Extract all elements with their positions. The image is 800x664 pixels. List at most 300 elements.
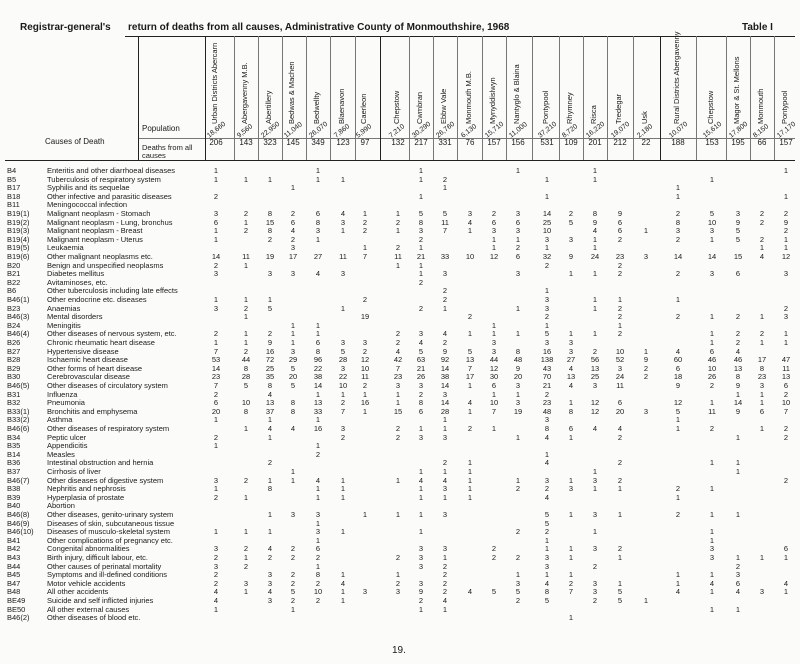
death-count-cell: 1 xyxy=(213,338,219,347)
death-count-cell: 1 xyxy=(213,604,219,614)
death-count-cell: 1 xyxy=(709,587,715,597)
death-count-cell: 12 xyxy=(489,363,499,373)
death-count-cell: 1 xyxy=(675,415,681,425)
death-count-cell: 1 xyxy=(709,329,715,339)
death-count-cell: 2 xyxy=(395,243,401,253)
column-divider xyxy=(726,36,727,160)
death-count-cell: 11 xyxy=(441,217,449,227)
cause-label: Other tuberculosis including late effects xyxy=(47,286,178,296)
cause-label: Intestinal obstruction and hernia xyxy=(47,458,154,468)
death-count-cell: 2 xyxy=(544,312,550,322)
cause-code: B46(5) xyxy=(7,381,30,390)
death-count-cell: 46 xyxy=(707,355,717,365)
death-count-cell: 5 xyxy=(735,234,741,244)
death-count-cell: 1 xyxy=(783,553,789,562)
area-population: 10,070 xyxy=(668,120,690,140)
death-count-cell: 2 xyxy=(290,570,296,580)
death-count-cell: 3 xyxy=(290,269,296,279)
death-count-cell: 1 xyxy=(213,415,219,425)
area-population: 6,130 xyxy=(460,123,479,140)
death-count-cell: 3 xyxy=(592,381,598,390)
death-count-cell: 1 xyxy=(340,389,346,399)
death-count-cell: 3 xyxy=(442,389,448,399)
death-count-cell: 2 xyxy=(243,544,249,554)
area-name: Chepstow xyxy=(706,90,715,124)
death-count-cell: 13 xyxy=(781,372,791,382)
death-count-cell: 8 xyxy=(267,226,273,236)
death-count-cell: 1 xyxy=(643,596,649,605)
death-count-cell: 1 xyxy=(783,587,789,597)
death-count-cell: 1 xyxy=(467,492,473,502)
death-count-cell: 23 xyxy=(615,252,625,261)
area-column-header xyxy=(263,36,277,124)
death-count-cell: 2 xyxy=(395,432,401,442)
area-total-deaths: 97 xyxy=(360,138,370,147)
death-count-cell: 4 xyxy=(267,587,273,597)
death-count-cell: 2 xyxy=(568,209,574,218)
area-column-header xyxy=(438,36,452,124)
death-count-cell: 1 xyxy=(395,209,401,218)
death-count-cell: 1 xyxy=(675,492,681,502)
death-count-cell: 33 xyxy=(440,252,450,261)
area-total-deaths: 66 xyxy=(757,138,767,147)
death-count-cell: 9 xyxy=(442,346,448,356)
death-count-cell: 3 xyxy=(709,553,715,562)
death-count-cell: 2 xyxy=(213,492,219,502)
death-count-cell: 1 xyxy=(442,553,448,562)
cause-label: Diseases of skin, subcutaneous tissue xyxy=(47,518,175,528)
area-total-deaths: 109 xyxy=(564,138,578,147)
death-count-cell: 2 xyxy=(592,346,598,356)
death-count-cell: 2 xyxy=(759,217,765,227)
death-count-cell: 1 xyxy=(315,234,321,244)
cause-code: B45 xyxy=(7,570,21,580)
death-count-cell: 1 xyxy=(617,295,623,304)
cause-code: BE50 xyxy=(7,604,26,614)
registrar-label: Registrar-general's xyxy=(20,22,111,33)
death-count-cell: 1 xyxy=(759,243,765,253)
area-column-header xyxy=(414,36,428,124)
death-count-cell: 1 xyxy=(315,441,321,451)
death-count-cell: 1 xyxy=(243,329,249,339)
death-count-cell: 3 xyxy=(735,570,741,580)
death-count-cell: 1 xyxy=(442,467,448,476)
death-count-cell: 6 xyxy=(315,209,321,218)
death-count-cell: 3 xyxy=(709,544,715,554)
death-count-cell: 1 xyxy=(544,544,550,554)
death-count-cell: 32 xyxy=(542,252,552,261)
death-count-cell: 7 xyxy=(442,226,448,236)
area-total-deaths: 206 xyxy=(209,138,223,147)
death-count-cell: 3 xyxy=(442,544,448,554)
death-count-cell: 8 xyxy=(315,346,321,356)
death-count-cell: 1 xyxy=(315,535,321,545)
death-count-cell: 6 xyxy=(759,406,765,416)
death-count-cell: 1 xyxy=(315,174,321,184)
area-column-header xyxy=(463,36,477,124)
death-count-cell: 6 xyxy=(213,217,219,227)
death-count-cell: 16 xyxy=(360,398,370,408)
area-total-deaths: 217 xyxy=(414,138,428,147)
death-count-cell: 1 xyxy=(442,415,448,425)
cause-code: B19(4) xyxy=(7,234,30,244)
death-count-cell: 4 xyxy=(442,596,448,605)
death-count-cell: 2 xyxy=(515,243,521,253)
death-count-cell: 3 xyxy=(643,252,649,261)
area-column-header xyxy=(639,36,653,124)
death-count-cell: 2 xyxy=(617,312,623,322)
cause-code: B33(1) xyxy=(7,406,30,416)
area-name: Tredegar xyxy=(614,93,623,124)
death-count-cell: 2 xyxy=(783,303,789,313)
death-count-cell: 3 xyxy=(491,226,497,236)
cause-code: B22 xyxy=(7,277,21,287)
death-count-cell: 7 xyxy=(783,406,789,416)
death-count-cell: 1 xyxy=(213,234,219,244)
death-count-cell: 1 xyxy=(362,209,368,218)
death-count-cell: 1 xyxy=(418,166,424,175)
death-count-cell: 2 xyxy=(735,338,741,347)
cause-code: B33(2) xyxy=(7,415,30,425)
death-count-cell: 1 xyxy=(340,174,346,184)
death-count-cell: 7 xyxy=(362,252,368,261)
death-count-cell: 2 xyxy=(544,484,550,494)
death-count-cell: 2 xyxy=(395,553,401,562)
cause-label: Other causes of perinatal mortality xyxy=(47,561,162,571)
death-count-cell: 3 xyxy=(290,346,296,356)
area-column-header xyxy=(239,36,253,124)
death-count-cell: 1 xyxy=(783,191,789,201)
death-count-cell: 3 xyxy=(267,570,273,580)
death-count-cell: 1 xyxy=(491,234,497,244)
death-count-cell: 5 xyxy=(544,596,550,605)
death-count-cell: 1 xyxy=(735,432,741,442)
cause-label: Enteritis and other diarrhoeal diseases xyxy=(47,166,175,175)
death-count-cell: 2 xyxy=(290,553,296,562)
death-count-cell: 1 xyxy=(243,553,249,562)
death-count-cell: 1 xyxy=(467,381,473,390)
death-count-cell: 4 xyxy=(617,424,623,433)
death-count-cell: 3 xyxy=(783,312,789,322)
death-count-cell: 2 xyxy=(617,234,623,244)
cause-code: B18 xyxy=(7,191,21,201)
death-count-cell: 2 xyxy=(759,329,765,339)
area-population: 19,070 xyxy=(610,120,632,140)
death-count-cell: 10 xyxy=(707,363,717,373)
death-count-cell: 3 xyxy=(544,553,550,562)
area-column-header xyxy=(564,36,578,124)
death-count-cell: 4 xyxy=(290,424,296,433)
death-count-cell: 3 xyxy=(418,329,424,339)
death-count-cell: 1 xyxy=(362,510,368,519)
death-count-cell: 1 xyxy=(213,441,219,451)
death-count-cell: 1 xyxy=(290,320,296,330)
death-count-cell: 9 xyxy=(735,381,741,390)
column-divider xyxy=(633,36,634,160)
area-population: 17,800 xyxy=(728,120,750,140)
death-count-cell: 63 xyxy=(416,355,426,365)
death-count-cell: 11 xyxy=(339,252,347,261)
area-population: 2,180 xyxy=(636,123,655,140)
death-count-cell: 2 xyxy=(418,303,424,313)
death-count-cell: 1 xyxy=(515,570,521,580)
death-count-cell: 1 xyxy=(442,424,448,433)
death-count-cell: 2 xyxy=(442,338,448,347)
death-count-cell: 8 xyxy=(267,381,273,390)
area-name: Usk xyxy=(640,111,649,124)
death-count-cell: 6 xyxy=(735,269,741,279)
area-population: 11,040 xyxy=(283,121,304,140)
death-count-cell: 2 xyxy=(418,277,424,287)
cause-code: B46(4) xyxy=(7,329,30,339)
column-divider xyxy=(506,36,507,160)
death-count-cell: 8 xyxy=(290,398,296,408)
death-count-cell: 28 xyxy=(440,406,450,416)
death-count-cell: 2 xyxy=(340,398,346,408)
death-count-cell: 23 xyxy=(393,372,403,382)
death-count-cell: 2 xyxy=(315,578,321,588)
death-count-cell: 4 xyxy=(544,432,550,442)
death-count-cell: 2 xyxy=(709,381,715,390)
death-count-cell: 1 xyxy=(544,320,550,330)
death-count-cell: 53 xyxy=(211,355,221,365)
area-population: 15,610 xyxy=(702,120,724,140)
death-count-cell: 14 xyxy=(440,398,450,408)
death-count-cell: 37 xyxy=(265,406,275,416)
cause-code: B19(5) xyxy=(7,243,30,253)
death-count-cell: 3 xyxy=(340,269,346,279)
death-count-cell: 15 xyxy=(733,252,743,261)
death-count-cell: 10 xyxy=(489,398,499,408)
table-title: return of deaths from all causes, Administrative County of Monmouthshire, 1968 xyxy=(128,22,510,33)
death-count-cell: 1 xyxy=(592,303,598,313)
death-count-cell: 5 xyxy=(544,518,550,528)
death-count-cell: 48 xyxy=(513,355,523,365)
death-count-cell: 1 xyxy=(340,484,346,494)
death-count-cell: 2 xyxy=(442,561,448,571)
death-count-cell: 2 xyxy=(315,553,321,562)
column-divider xyxy=(306,36,307,160)
death-count-cell: 48 xyxy=(542,406,552,416)
death-count-cell: 1 xyxy=(315,518,321,528)
cause-label: Other diseases of circulatory system xyxy=(47,381,168,390)
death-count-cell: 12 xyxy=(673,398,683,408)
area-column-header xyxy=(731,36,745,124)
death-count-cell: 3 xyxy=(418,432,424,442)
cause-code: B47 xyxy=(7,578,21,588)
death-count-cell: 1 xyxy=(418,424,424,433)
death-count-cell: 15 xyxy=(393,406,403,416)
death-count-cell: 3 xyxy=(267,269,273,279)
death-count-cell: 1 xyxy=(568,553,574,562)
death-count-cell: 16 xyxy=(542,346,552,356)
area-name: Abergavenny M.B. xyxy=(240,62,249,124)
death-count-cell: 11 xyxy=(361,372,369,382)
death-count-cell: 3 xyxy=(568,338,574,347)
death-count-cell: 1 xyxy=(592,295,598,304)
death-count-cell: 2 xyxy=(491,553,497,562)
death-count-cell: 3 xyxy=(340,363,346,373)
death-count-cell: 3 xyxy=(418,544,424,554)
cause-label: Chronic rheumatic heart disease xyxy=(47,338,155,347)
death-count-cell: 2 xyxy=(675,269,681,279)
death-count-cell: 8 xyxy=(759,363,765,373)
top-rule xyxy=(125,36,795,37)
column-divider xyxy=(330,36,331,160)
death-count-cell: 14 xyxy=(733,398,743,408)
column-divider xyxy=(559,36,560,160)
death-count-cell: 47 xyxy=(781,355,791,365)
death-count-cell: 3 xyxy=(617,363,623,373)
death-count-cell: 1 xyxy=(592,527,598,537)
death-count-cell: 4 xyxy=(340,209,346,218)
cause-label: Other infective and parasitic diseases xyxy=(47,191,172,201)
death-count-cell: 4 xyxy=(568,363,574,373)
death-count-cell: 1 xyxy=(709,174,715,184)
death-count-cell: 1 xyxy=(568,510,574,519)
death-count-cell: 1 xyxy=(544,570,550,580)
death-count-cell: 2 xyxy=(213,389,219,399)
death-count-cell: 2 xyxy=(675,209,681,218)
death-count-cell: 1 xyxy=(783,329,789,339)
death-count-cell: 4 xyxy=(213,596,219,605)
death-count-cell: 1 xyxy=(340,596,346,605)
death-count-cell: 7 xyxy=(213,381,219,390)
death-count-cell: 19 xyxy=(360,312,370,322)
death-count-cell: 1 xyxy=(568,544,574,554)
death-count-cell: 56 xyxy=(590,355,600,365)
death-count-cell: 20 xyxy=(288,372,298,382)
area-population: 26,760 xyxy=(435,120,457,140)
death-count-cell: 27 xyxy=(566,355,576,365)
death-count-cell: 2 xyxy=(759,234,765,244)
death-count-cell: 1 xyxy=(675,183,681,193)
death-count-cell: 3 xyxy=(515,398,521,408)
death-count-cell: 2 xyxy=(290,209,296,218)
death-count-cell: 2 xyxy=(290,596,296,605)
area-name: Monmouth xyxy=(756,88,765,124)
death-count-cell: 38 xyxy=(440,372,450,382)
death-count-cell: 1 xyxy=(442,183,448,193)
death-count-cell: 1 xyxy=(515,329,521,339)
death-count-cell: 15 xyxy=(265,217,275,227)
area-population: 22,950 xyxy=(260,120,282,140)
cause-label: Peptic ulcer xyxy=(47,432,87,442)
death-count-cell: 2 xyxy=(442,587,448,597)
death-count-cell: 5 xyxy=(617,596,623,605)
death-count-cell: 1 xyxy=(675,570,681,580)
death-count-cell: 12 xyxy=(781,252,791,261)
area-total-deaths: 331 xyxy=(438,138,452,147)
death-count-cell: 1 xyxy=(467,406,473,416)
death-count-cell: 3 xyxy=(340,424,346,433)
death-count-cell: 1 xyxy=(442,492,448,502)
cause-code: B26 xyxy=(7,338,21,347)
death-count-cell: 1 xyxy=(315,320,321,330)
death-count-cell: 9 xyxy=(617,209,623,218)
column-divider xyxy=(380,36,381,160)
cause-label: Suicide and self inflicted injuries xyxy=(47,596,154,605)
area-population: 9,560 xyxy=(236,123,255,140)
death-count-cell: 8 xyxy=(515,346,521,356)
death-count-cell: 6 xyxy=(675,363,681,373)
death-count-cell: 5 xyxy=(418,209,424,218)
cause-code: BE49 xyxy=(7,596,26,605)
column-divider xyxy=(355,36,356,160)
death-count-cell: 1 xyxy=(735,553,741,562)
cause-code: B24 xyxy=(7,320,21,330)
death-count-cell: 1 xyxy=(243,295,249,304)
death-count-cell: 3 xyxy=(442,510,448,519)
death-count-cell: 4 xyxy=(340,578,346,588)
death-count-cell: 6 xyxy=(491,217,497,227)
death-count-cell: 1 xyxy=(783,234,789,244)
death-count-cell: 2 xyxy=(735,561,741,571)
death-count-cell: 3 xyxy=(515,269,521,279)
death-count-cell: 9 xyxy=(568,252,574,261)
death-count-cell: 52 xyxy=(615,355,625,365)
death-count-cell: 21 xyxy=(416,252,426,261)
death-count-cell: 2 xyxy=(442,458,448,468)
death-count-cell: 14 xyxy=(440,363,450,373)
area-total-deaths: 157 xyxy=(487,138,501,147)
death-count-cell: 2 xyxy=(617,260,623,270)
death-count-cell: 70 xyxy=(542,372,552,382)
cause-label: Birth injury, difficult labour, etc. xyxy=(47,553,149,562)
death-count-cell: 1 xyxy=(709,458,715,468)
death-count-cell: 3 xyxy=(592,578,598,588)
area-total-deaths: 531 xyxy=(540,138,554,147)
column-divider xyxy=(433,36,434,160)
death-count-cell: 1 xyxy=(267,415,273,425)
population-label: Population xyxy=(142,124,180,133)
death-count-cell: 1 xyxy=(617,553,623,562)
death-count-cell: 1 xyxy=(315,329,321,339)
death-count-cell: 11 xyxy=(616,381,624,390)
death-count-cell: 1 xyxy=(544,174,550,184)
death-count-cell: 11 xyxy=(708,406,716,416)
death-count-cell: 2 xyxy=(735,312,741,322)
death-count-cell: 3 xyxy=(243,578,249,588)
death-count-cell: 1 xyxy=(290,604,296,614)
area-name: Bedwas & Machen xyxy=(287,61,296,124)
death-count-cell: 4 xyxy=(759,252,765,261)
death-count-cell: 6 xyxy=(290,217,296,227)
death-count-cell: 14 xyxy=(211,363,221,373)
area-total-deaths: 201 xyxy=(588,138,602,147)
death-count-cell: 8 xyxy=(544,587,550,597)
cause-code: B4 xyxy=(7,166,17,175)
death-count-cell: 1 xyxy=(267,475,273,485)
column-divider xyxy=(696,36,697,160)
death-count-cell: 1 xyxy=(709,535,715,545)
death-count-cell: 3 xyxy=(709,226,715,236)
cause-code: B46(6) xyxy=(7,424,30,433)
death-count-cell: 3 xyxy=(213,544,219,554)
death-count-cell: 23 xyxy=(542,398,552,408)
cause-label: Other diseases of digestive system xyxy=(47,475,164,485)
death-count-cell: 1 xyxy=(592,166,598,175)
death-count-cell: 1 xyxy=(709,484,715,494)
death-count-cell: 8 xyxy=(544,424,550,433)
death-count-cell: 6 xyxy=(783,381,789,390)
death-count-cell: 16 xyxy=(265,346,275,356)
area-population: 18,660 xyxy=(206,120,228,140)
cause-label: Mental disorders xyxy=(47,312,103,322)
column-divider xyxy=(258,36,259,160)
area-column-header xyxy=(358,36,372,124)
area-population: 26,070 xyxy=(308,120,330,140)
